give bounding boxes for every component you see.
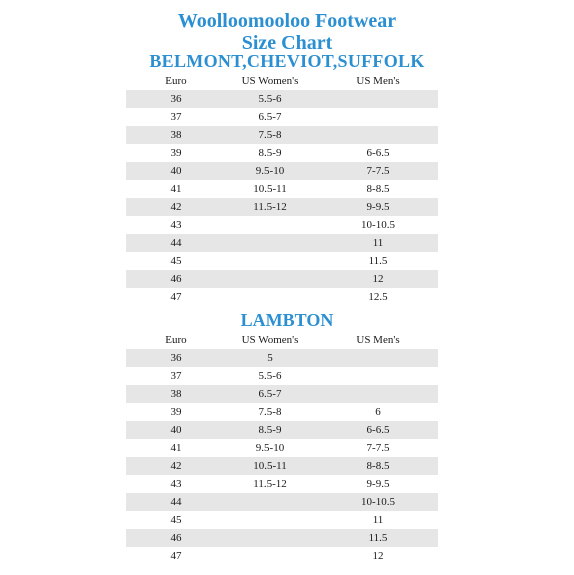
cell-us-women: 7.5-8 [258,406,282,418]
cell-us-men: 9-9.5 [366,478,390,490]
cell-us-men: 11 [372,237,384,249]
cell-us-women: 6.5-7 [258,111,282,123]
cell-euro: 41 [170,183,182,195]
cell-euro: 36 [170,352,182,364]
chart-subtitle: Size Chart [241,32,333,54]
table-row [126,403,438,421]
size-table-belmont [126,73,438,306]
table-row [126,216,438,234]
table-body [126,349,438,565]
cell-us-men: 12 [372,550,384,562]
cell-us-women: 10.5-11 [253,460,287,472]
cell-euro: 37 [170,370,182,382]
cell-us-women: 11.5-12 [253,201,287,213]
cell-euro: 43 [170,478,182,490]
cell-us-women: 11.5-12 [253,478,287,490]
table-header-row [126,332,438,349]
table-body [126,90,438,306]
cell-us-men: 12 [372,273,384,285]
cell-euro: 46 [170,273,182,285]
table-row [126,144,438,162]
table-row [126,367,438,385]
table-row [126,252,438,270]
header-euro: Euro [165,334,187,346]
cell-us-women: 5.5-6 [258,93,282,105]
lambton-title: LAMBTON [240,310,334,330]
cell-us-women: 9.5-10 [255,165,285,177]
table-row [126,475,438,493]
table-row [126,511,438,529]
cell-us-men: 10-10.5 [361,496,395,508]
cell-euro: 46 [170,532,182,544]
table-row [126,421,438,439]
cell-euro: 39 [170,406,182,418]
cell-us-women: 5 [267,352,273,364]
cell-us-men: 9-9.5 [366,201,390,213]
table-row [126,439,438,457]
table-row [126,529,438,547]
cell-euro: 44 [170,237,182,249]
table-row [126,457,438,475]
models-title: BELMONT,CHEVIOT,SUFFOLK [149,51,425,71]
table-row [126,493,438,511]
cell-us-men: 10-10.5 [361,219,395,231]
table-row [126,90,438,108]
cell-us-men: 8-8.5 [366,460,390,472]
cell-euro: 41 [170,442,182,454]
cell-euro: 43 [170,219,182,231]
cell-us-women: 10.5-11 [253,183,287,195]
cell-us-women: 8.5-9 [258,147,282,159]
cell-us-women: 8.5-9 [258,424,282,436]
cell-euro: 40 [170,424,182,436]
cell-us-women: 6.5-7 [258,388,282,400]
cell-euro: 45 [170,255,182,267]
brand-title: Woolloomooloo Footwear [177,10,397,32]
cell-us-men: 7-7.5 [366,442,390,454]
cell-us-women: 9.5-10 [255,442,285,454]
header-us-men: US Men's [356,334,400,346]
table-row [126,108,438,126]
table-row [126,180,438,198]
cell-euro: 36 [170,93,182,105]
header-us-women: US Women's [241,75,299,87]
table-row [126,547,438,565]
cell-us-men: 6 [375,406,381,418]
cell-us-women: 7.5-8 [258,129,282,141]
cell-us-men: 11.5 [368,255,388,267]
cell-us-men: 6-6.5 [366,424,390,436]
cell-us-men: 6-6.5 [366,147,390,159]
cell-euro: 40 [170,165,182,177]
cell-us-women: 5.5-6 [258,370,282,382]
size-table-lambton [126,332,438,565]
cell-euro: 47 [170,550,182,562]
header-us-men: US Men's [356,75,400,87]
cell-euro: 45 [170,514,182,526]
table-row [126,126,438,144]
table-row [126,385,438,403]
cell-euro: 44 [170,496,182,508]
cell-us-men: 11 [372,514,384,526]
header-us-women: US Women's [241,334,299,346]
cell-euro: 42 [170,460,182,472]
table-header-row [126,73,438,90]
cell-euro: 39 [170,147,182,159]
header-euro: Euro [165,75,187,87]
table-row [126,288,438,306]
cell-us-men: 11.5 [368,532,388,544]
table-row [126,234,438,252]
cell-us-men: 8-8.5 [366,183,390,195]
cell-euro: 38 [170,129,182,141]
table-row [126,198,438,216]
cell-euro: 38 [170,388,182,400]
cell-us-men: 7-7.5 [366,165,390,177]
table-row [126,162,438,180]
table-row [126,270,438,288]
cell-us-men: 12.5 [368,291,388,303]
cell-euro: 47 [170,291,182,303]
cell-euro: 37 [170,111,182,123]
cell-euro: 42 [170,201,182,213]
table-row [126,349,438,367]
